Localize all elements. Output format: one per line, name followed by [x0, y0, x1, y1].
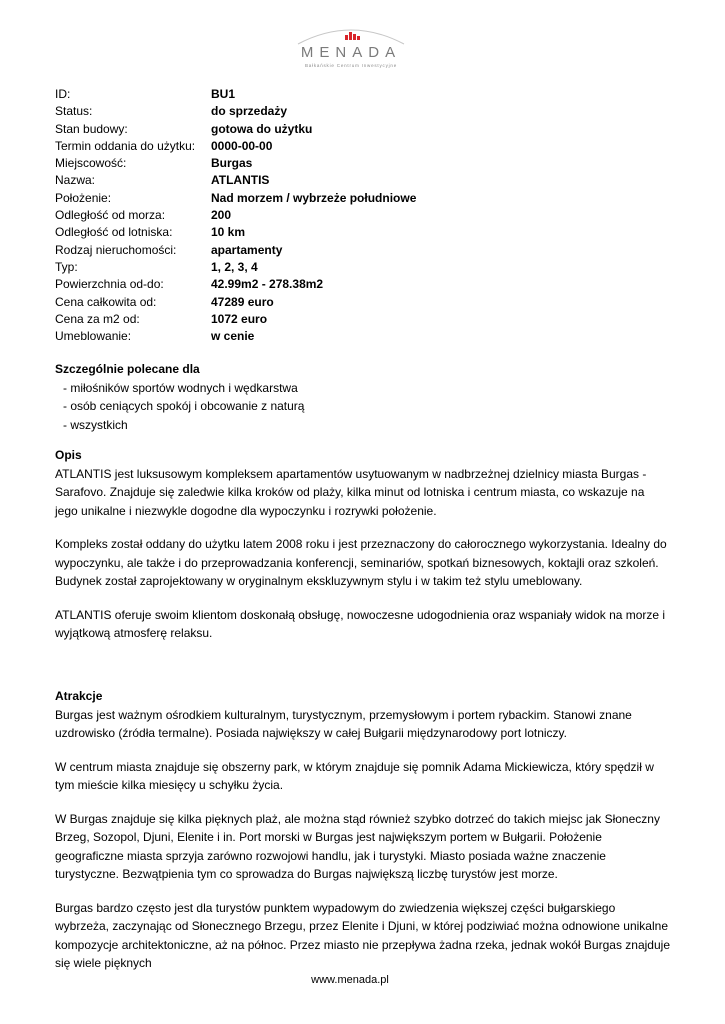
spec-label: Stan budowy: [55, 121, 128, 136]
spec-value: Burgas [211, 156, 253, 171]
description-section [55, 446, 670, 643]
spec-row-construction [55, 121, 416, 138]
spec-row-airport-distance [55, 224, 416, 241]
spec-value: 42.99m2 - 278.38m2 [211, 277, 324, 292]
spec-row-price-per-m2 [55, 311, 416, 328]
property-spec-table [55, 86, 416, 345]
list-item: - wszystkich [63, 417, 128, 432]
spec-value: gotowa do użytku [211, 121, 313, 136]
logo-emblem-icon [290, 22, 412, 46]
spec-label: Termin oddania do użytku: [55, 138, 196, 153]
spec-label: Rodzaj nieruchomości: [55, 242, 177, 257]
spec-row-status [55, 103, 416, 120]
spec-label: Status: [55, 104, 93, 119]
spec-label: Nazwa: [55, 173, 96, 188]
spec-row-sea-distance [55, 207, 416, 224]
spec-label: ID: [55, 87, 71, 101]
spec-value: Nad morzem / wybrzeże południowe [211, 190, 417, 205]
spec-label: Typ: [55, 259, 78, 274]
spec-label: Miejscowość: [55, 156, 127, 171]
spec-row-area [55, 276, 416, 293]
recommended-section [55, 360, 670, 434]
spec-value: ATLANTIS [211, 173, 270, 188]
spec-label: Cena całkowita od: [55, 294, 157, 309]
spec-row-property-type [55, 242, 416, 259]
spec-row-type [55, 259, 416, 276]
spec-value: 10 km [211, 225, 246, 240]
spec-row-location [55, 190, 416, 207]
spec-value: 0000-00-00 [211, 138, 273, 153]
recommended-heading: Szczególnie polecane dla [55, 362, 200, 376]
footer-url: www.menada.pl [311, 974, 389, 986]
description-paragraph: ATLANTIS oferuje swoim klientom doskonałą obsługę, nowoczesne udogodnienia oraz wspaniały widok na morze i wyjątkową atmosferę relaksu. [55, 607, 666, 640]
attractions-paragraph: Burgas bardzo często jest dla turystów punktem wypadowym do zwiedzenia większej części bułgarskiego wybrzeża, zaczynając od Słonecznego Brzegu, przez Elenite i Djuni, w której podziwiać można odnowione unikalne kompozycje architektoniczne, aż na północ. Przez miasto nie przepływa żadna rzeka, jednak wokół Burgas znajduje się wiele pięknych [55, 900, 670, 970]
spec-row-total-price [55, 294, 416, 311]
list-item: - miłośników sportów wodnych i wędkarstwa [63, 380, 298, 395]
spec-row-city [55, 155, 416, 172]
spec-row-completion-date [55, 138, 416, 155]
spec-value: 1072 euro [211, 311, 268, 326]
attractions-paragraph: W Burgas znajduje się kilka pięknych plaż, ale można stąd również szybko dotrzeć do takich miejsc jak Słoneczny Brzeg, Sozopol, Djuni, Elenite i in. Port morski w Burgas jest największym portem w Bułgarii. Położenie geograficzne miasta sprzyja zarówno rozwojowi handlu, jak i turystyki. Miasto posiada ważne znaczenie turystyczne. Bezwątpienia tym co sprowadza do Burgas największą liczbę turystów jest morze. [55, 811, 660, 881]
spec-value: 1, 2, 3, 4 [211, 259, 258, 274]
attractions-paragraph: W centrum miasta znajduje się obszerny park, w którym znajduje się pomnik Adama Mickiewicza, który spędził w tym mieście kilka miesięcy u schyłku życia. [55, 759, 654, 792]
spec-value: 200 [211, 208, 232, 223]
spec-label: Położenie: [55, 190, 112, 205]
spec-value: do sprzedaży [211, 104, 288, 119]
list-item: - osób ceniących spokój i obcowanie z naturą [63, 399, 305, 413]
spec-value: BU1 [211, 87, 236, 101]
attractions-paragraph: Burgas jest ważnym ośrodkiem kulturalnym, turystycznym, przemysłowym i portem rybackim. Stanowi znane uzdrowisko (źródła termalne). Posiada największy w całej Bułgarii międzynarodowy port lotniczy. [55, 707, 632, 740]
spec-label: Odległość od morza: [55, 208, 166, 223]
attractions-section [55, 687, 670, 973]
attractions-heading: Atrakcje [55, 689, 103, 703]
menada-logo [290, 22, 420, 72]
logo-tagline: Bałkańskie Centrum Inwestycyjne [304, 63, 398, 68]
spec-label: Odległość od lotniska: [55, 225, 173, 240]
spec-row-name [55, 172, 416, 189]
spec-row-id [55, 86, 416, 103]
spec-label: Powierzchnia od-do: [55, 277, 164, 292]
spec-value: w cenie [211, 329, 255, 344]
logo-wordmark: MENADA [300, 44, 402, 61]
spec-label: Umeblowanie: [55, 329, 132, 344]
description-paragraph: Kompleks został oddany do użytku latem 2008 roku i jest przeznaczony do całorocznego wykorzystania. Idealny do wypoczynku, ale także i do przeprowadzania konferencji, seminariów, spotkań biznesowych, koktajli oraz szkoleń. Budynek został zaprojektowany w oryginalnym ekskluzywnym stylu i w takim też stylu umeblowany. [55, 537, 667, 588]
description-heading: Opis [55, 448, 82, 462]
recommended-list [63, 379, 670, 435]
spec-value: 47289 euro [211, 294, 274, 309]
description-paragraph: ATLANTIS jest luksusowym kompleksem apartamentów usytuowanym w nadbrzeżnej dzielnicy miasta Burgas - Sarafovo. Znajduje się zaledwie kilka kroków od plaży, kilka minut od lotniska i centrum miasta, co wskazuje na jego unikalne i niezwykle dogodne dla wypoczynku i rozrywki położenie. [55, 466, 647, 518]
spec-row-furnishing [55, 328, 416, 345]
spec-value: apartamenty [211, 242, 283, 257]
spec-label: Cena za m2 od: [55, 311, 140, 326]
